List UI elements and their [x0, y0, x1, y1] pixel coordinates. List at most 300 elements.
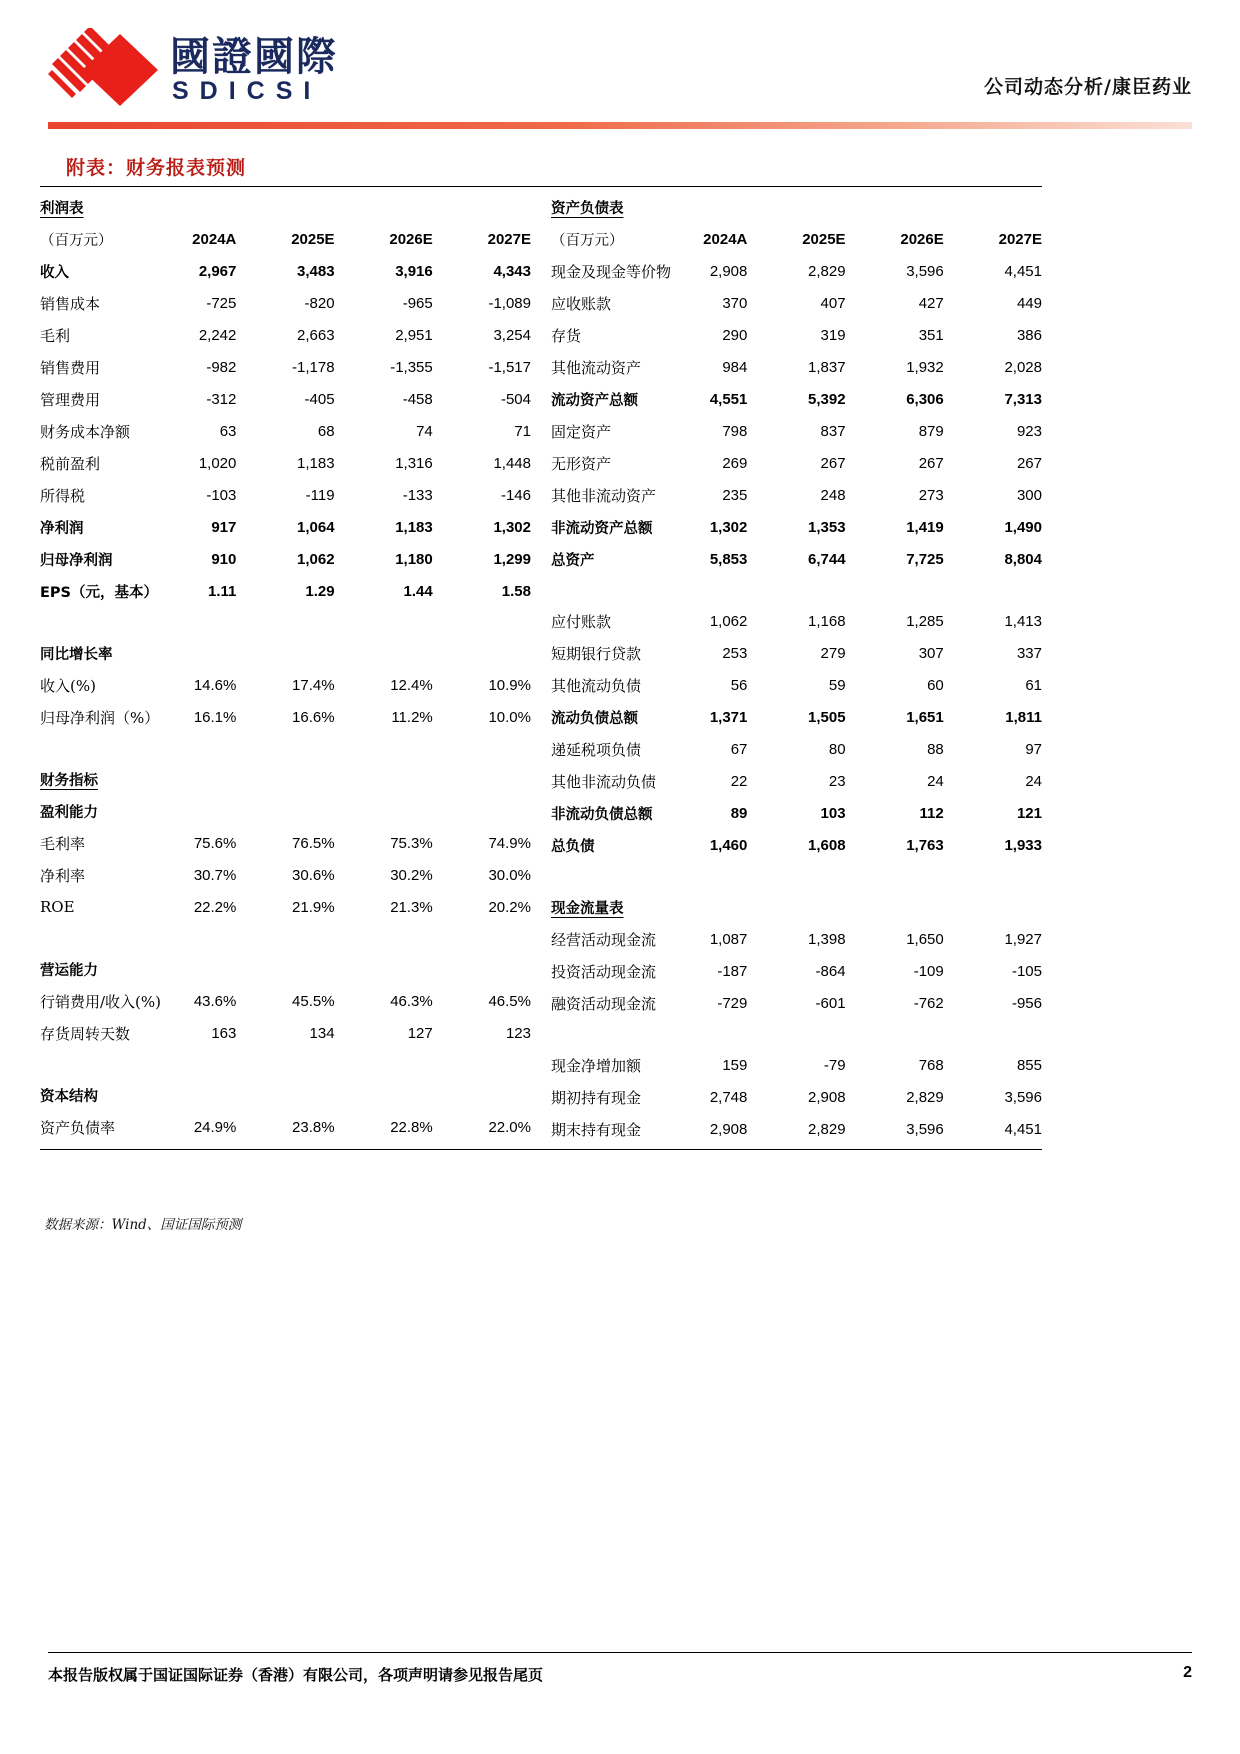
row-value-1: 16.6% — [292, 708, 335, 726]
row-value-2: 1,763 — [906, 836, 944, 854]
row-value-0: 2,748 — [709, 1088, 748, 1106]
row-value-1 — [236, 637, 334, 669]
logo-text — [170, 33, 338, 105]
row-label: 管理费用 — [40, 390, 101, 409]
row-value-1: 837 — [820, 422, 846, 440]
row-value-1 — [236, 763, 334, 795]
row-value-2: 112 — [919, 804, 944, 822]
table-row — [551, 955, 1042, 987]
row-value-1: 2,908 — [808, 1088, 846, 1106]
row-value-2: 1,932 — [906, 358, 944, 376]
table-row — [551, 255, 1042, 287]
table-row — [40, 287, 531, 319]
row-value-0: -725 — [206, 294, 237, 312]
row-value-0 — [138, 1079, 236, 1111]
table-row — [40, 669, 531, 701]
row-value-2: 1,316 — [395, 454, 433, 472]
row-value-1: 80 — [828, 740, 846, 758]
data-source-note: 数据来源：Wind、国证国际预测 — [44, 1217, 242, 1233]
financial-tables — [40, 186, 1042, 1150]
table-row — [40, 511, 531, 543]
row-value-1: 134 — [309, 1024, 335, 1042]
row-label: 非流动资产总额 — [551, 520, 653, 537]
row-value-0 — [138, 953, 236, 985]
row-value-2: 1.44 — [403, 582, 433, 600]
row-value-2: 75.3% — [390, 834, 433, 852]
row-label: 税前盈利 — [40, 454, 101, 473]
row-label: 销售成本 — [40, 294, 101, 313]
row-value-3: 449 — [1016, 294, 1042, 312]
header-divider — [48, 122, 1192, 129]
balance-col-header-1: 2025E — [802, 230, 846, 248]
row-label: 资产负债率 — [40, 1118, 116, 1137]
row-value-3 — [433, 607, 531, 637]
row-value-0: 1,087 — [709, 930, 748, 948]
table-row — [551, 479, 1042, 511]
row-value-1: 2,829 — [808, 1120, 846, 1138]
row-value-2: 3,596 — [906, 262, 944, 280]
row-value-3: -146 — [500, 486, 531, 504]
row-value-0: 798 — [722, 422, 748, 440]
row-value-0 — [138, 763, 236, 795]
table-row — [40, 479, 531, 511]
table-row — [551, 415, 1042, 447]
row-value-1: 68 — [317, 422, 335, 440]
row-value-0: 917 — [211, 518, 237, 536]
row-value-3: 121 — [1016, 804, 1042, 822]
row-label: 盈利能力 — [40, 804, 98, 821]
row-value-3: -504 — [500, 390, 531, 408]
row-value-3 — [944, 575, 1042, 605]
row-value-0 — [138, 637, 236, 669]
row-label: 应付账款 — [551, 612, 612, 631]
row-label: 固定资产 — [551, 422, 612, 441]
row-value-3: 1,413 — [1004, 612, 1042, 630]
income-col-header-0: 2024A — [192, 230, 237, 248]
row-value-3: 3,596 — [1004, 1088, 1042, 1106]
row-value-0 — [138, 1049, 236, 1079]
row-value-0: 159 — [722, 1056, 748, 1074]
row-value-2 — [335, 607, 433, 637]
row-value-1 — [236, 795, 334, 827]
row-value-1: 103 — [820, 804, 846, 822]
row-label: 总资产 — [551, 552, 595, 569]
row-value-2: -458 — [402, 390, 433, 408]
row-value-2: 1,651 — [906, 708, 944, 726]
table-row — [40, 575, 531, 607]
row-value-2: 74 — [416, 422, 433, 440]
row-value-2: 24 — [927, 772, 944, 790]
row-label: EPS（元，基本） — [40, 584, 158, 601]
row-label — [40, 733, 138, 763]
income-statement-table — [40, 191, 531, 1143]
spacer-row — [551, 575, 1042, 605]
row-label: 投资活动现金流 — [551, 962, 657, 981]
row-value-0: 22.2% — [193, 898, 237, 916]
table-row — [40, 985, 531, 1017]
table-row — [40, 1017, 531, 1049]
row-value-1: 319 — [820, 326, 846, 344]
row-value-1: 17.4% — [292, 676, 335, 694]
row-value-1: -405 — [304, 390, 335, 408]
row-label — [40, 763, 138, 795]
row-value-2: 127 — [407, 1024, 433, 1042]
row-value-0: 370 — [722, 294, 748, 312]
row-label: 资本结构 — [40, 1088, 98, 1105]
table-row — [40, 827, 531, 859]
header-breadcrumb: 公司动态分析/康臣药业 — [984, 76, 1192, 98]
table-row — [551, 447, 1042, 479]
footer-disclaimer: 本报告版权属于国证国际证券（香港）有限公司，各项声明请参见报告尾页 — [48, 1666, 544, 1684]
income-statement-body — [40, 255, 531, 1143]
row-value-3: 10.0% — [488, 708, 531, 726]
row-label: 存货周转天数 — [40, 1024, 131, 1043]
row-value-3: 1,302 — [493, 518, 531, 536]
row-value-0: 4,551 — [709, 390, 748, 408]
row-label: 流动负债总额 — [551, 710, 638, 727]
row-value-0: 2,908 — [709, 262, 748, 280]
row-value-1: 248 — [820, 486, 846, 504]
row-value-0: 1.11 — [208, 582, 237, 600]
row-value-1: 1.29 — [305, 582, 335, 600]
row-value-0: 16.1% — [193, 708, 237, 726]
row-value-0: 290 — [722, 326, 748, 344]
row-value-0: -312 — [206, 390, 237, 408]
row-value-3: 1,933 — [1004, 836, 1042, 854]
row-label: 收入(%) — [40, 676, 96, 695]
row-value-1: 2,663 — [297, 326, 335, 344]
row-value-0 — [649, 861, 747, 891]
row-value-3: 8,804 — [1004, 550, 1042, 568]
row-value-2: 427 — [918, 294, 944, 312]
balance-unit-label: （百万元） — [551, 232, 624, 249]
table-row — [551, 511, 1042, 543]
row-label: 短期银行贷款 — [551, 644, 642, 663]
row-value-0: 75.6% — [193, 834, 237, 852]
row-value-0: 67 — [730, 740, 748, 758]
row-value-3: 4,451 — [1004, 1120, 1042, 1138]
row-value-3: -1,517 — [488, 358, 531, 376]
page-title: 附表：财务报表预测 — [66, 157, 247, 179]
table-row — [40, 795, 531, 827]
row-value-2 — [846, 575, 944, 605]
sub-statement-title: 财务指标 — [40, 772, 98, 789]
table-row — [551, 923, 1042, 955]
row-value-3: 71 — [514, 422, 531, 440]
sub-statement-title: 现金流量表 — [551, 900, 624, 917]
row-value-2: -133 — [402, 486, 433, 504]
table-row — [40, 1111, 531, 1143]
row-value-3 — [433, 953, 531, 985]
row-label: 经营活动现金流 — [551, 930, 657, 949]
row-label — [551, 891, 649, 923]
row-value-1 — [236, 953, 334, 985]
row-value-3: 386 — [1016, 326, 1042, 344]
row-value-3: 1,299 — [493, 550, 531, 568]
row-value-2: 88 — [927, 740, 944, 758]
table-row — [551, 733, 1042, 765]
table-row — [551, 891, 1042, 923]
table-row — [551, 765, 1042, 797]
page-header — [48, 24, 1192, 124]
balance-col-header-3: 2027E — [998, 230, 1042, 248]
balance-col-header-0: 2024A — [703, 230, 748, 248]
balance-sheet-table — [551, 191, 1042, 1145]
row-label: 净利率 — [40, 866, 86, 885]
row-value-0 — [649, 891, 747, 923]
row-value-2 — [335, 763, 433, 795]
row-label: 递延税项负债 — [551, 740, 642, 759]
row-label — [40, 607, 138, 637]
row-value-1: 5,392 — [808, 390, 846, 408]
row-label: 营运能力 — [40, 962, 98, 979]
row-label: 毛利率 — [40, 834, 86, 853]
row-value-0: 1,460 — [709, 836, 748, 854]
row-label: 其他非流动资产 — [551, 486, 657, 505]
row-value-1: 1,183 — [297, 454, 335, 472]
table-row — [551, 829, 1042, 861]
statement-title-row — [40, 191, 531, 223]
row-value-0: 1,062 — [709, 612, 748, 630]
row-value-2: 2,951 — [395, 326, 433, 344]
row-value-1 — [236, 1079, 334, 1111]
table-row — [40, 543, 531, 575]
table-row — [40, 891, 531, 923]
row-value-2: 7,725 — [906, 550, 944, 568]
row-value-0 — [138, 607, 236, 637]
row-value-3: 4,451 — [1004, 262, 1042, 280]
income-col-header-2: 2026E — [389, 230, 433, 248]
row-value-3 — [433, 1049, 531, 1079]
row-label: 存货 — [551, 326, 582, 345]
row-value-2: 12.4% — [390, 676, 433, 694]
row-value-0: 30.7% — [193, 866, 237, 884]
row-value-3 — [433, 733, 531, 763]
statement-title-row — [551, 191, 1042, 223]
row-value-0: 163 — [211, 1024, 237, 1042]
row-value-0: 1,302 — [709, 518, 748, 536]
row-value-2 — [335, 953, 433, 985]
page-number: 2 — [1183, 1664, 1192, 1681]
row-value-2 — [335, 1079, 433, 1111]
row-value-2: 11.2% — [391, 708, 433, 726]
row-value-2: 60 — [927, 676, 944, 694]
row-value-3: 20.2% — [488, 898, 531, 916]
row-value-3: 7,313 — [1004, 390, 1042, 408]
row-value-1: 1,353 — [808, 518, 846, 536]
row-value-3: 123 — [505, 1024, 531, 1042]
row-value-1 — [747, 575, 845, 605]
row-value-3: 97 — [1025, 740, 1042, 758]
row-value-1: 1,064 — [297, 518, 335, 536]
income-statement-title: 利润表 — [40, 200, 84, 217]
row-value-1 — [236, 733, 334, 763]
row-value-3: 2,028 — [1004, 358, 1042, 376]
row-value-2: 307 — [918, 644, 944, 662]
row-value-3: -1,089 — [488, 294, 531, 312]
table-row — [551, 1081, 1042, 1113]
row-label: 现金净增加额 — [551, 1056, 642, 1075]
row-value-1: 1,837 — [808, 358, 846, 376]
balance-sheet-body — [551, 255, 1042, 1145]
row-value-3 — [433, 763, 531, 795]
row-label: 总负债 — [551, 838, 595, 855]
table-row — [40, 859, 531, 891]
row-value-0: 253 — [722, 644, 748, 662]
table-row — [551, 287, 1042, 319]
row-value-2 — [335, 1049, 433, 1079]
row-value-2: 879 — [918, 422, 944, 440]
row-value-0: 2,967 — [198, 262, 237, 280]
table-row — [40, 763, 531, 795]
income-statement-header-row — [40, 223, 531, 255]
row-value-3 — [433, 1079, 531, 1111]
row-value-1 — [747, 891, 845, 923]
row-value-2: 3,596 — [906, 1120, 944, 1138]
balance-col-header-2: 2026E — [900, 230, 944, 248]
row-value-0 — [649, 575, 747, 605]
balance-sheet-column — [541, 191, 1042, 1145]
table-row — [40, 255, 531, 287]
row-label: ROE — [40, 898, 75, 916]
table-row — [551, 1113, 1042, 1145]
row-value-1: 76.5% — [292, 834, 335, 852]
row-value-0: 269 — [722, 454, 748, 472]
row-value-0: 56 — [730, 676, 748, 694]
row-label: 收入 — [40, 264, 69, 281]
row-value-3: 1,927 — [1004, 930, 1042, 948]
row-value-1: 2,829 — [808, 262, 846, 280]
table-row — [40, 447, 531, 479]
table-row — [40, 1079, 531, 1111]
row-value-3: 24 — [1025, 772, 1042, 790]
logo-text-cn: 國證國際 — [170, 33, 338, 80]
row-value-2 — [335, 733, 433, 763]
row-value-2 — [846, 861, 944, 891]
row-value-1 — [236, 1049, 334, 1079]
row-value-3 — [944, 891, 1042, 923]
table-row — [40, 953, 531, 985]
row-value-3: 4,343 — [493, 262, 531, 280]
logo-diamond-icon — [48, 28, 164, 112]
row-value-2 — [846, 1019, 944, 1049]
row-value-2: 6,306 — [906, 390, 944, 408]
table-row — [40, 637, 531, 669]
row-value-3 — [433, 637, 531, 669]
row-value-2: -1,355 — [390, 358, 433, 376]
row-value-3 — [433, 923, 531, 953]
row-value-3: 1,448 — [493, 454, 531, 472]
row-label: 流动资产总额 — [551, 392, 638, 409]
row-value-2: 1,285 — [906, 612, 944, 630]
row-label: 其他非流动负债 — [551, 772, 657, 791]
spacer-row — [40, 1049, 531, 1079]
row-value-2: 1,180 — [395, 550, 433, 568]
row-label: 财务成本净额 — [40, 422, 131, 441]
row-value-0 — [138, 923, 236, 953]
row-value-2 — [846, 891, 944, 923]
row-value-0: 24.9% — [193, 1118, 237, 1136]
row-value-3 — [433, 795, 531, 827]
spacer-row — [551, 861, 1042, 891]
spacer-row — [40, 607, 531, 637]
row-value-0: 1,020 — [198, 454, 237, 472]
row-value-0 — [138, 795, 236, 827]
row-value-0: -729 — [717, 994, 748, 1012]
row-label: 其他流动负债 — [551, 676, 642, 695]
row-value-2: -965 — [402, 294, 433, 312]
row-value-2: 1,650 — [906, 930, 944, 948]
row-value-3 — [944, 861, 1042, 891]
row-label: 其他流动资产 — [551, 358, 642, 377]
row-label — [551, 861, 649, 891]
row-value-1: -79 — [823, 1056, 846, 1074]
row-value-1: 1,398 — [808, 930, 846, 948]
row-value-1: 267 — [820, 454, 846, 472]
row-value-2: -762 — [913, 994, 944, 1012]
row-value-1 — [236, 607, 334, 637]
row-value-2: 1,419 — [906, 518, 944, 536]
row-value-0: 2,908 — [709, 1120, 748, 1138]
row-value-1: -601 — [815, 994, 846, 1012]
row-value-2: 46.3% — [390, 992, 433, 1010]
table-row — [551, 797, 1042, 829]
table-row — [40, 415, 531, 447]
balance-sheet-title: 资产负债表 — [551, 200, 624, 217]
row-value-1: 1,062 — [297, 550, 335, 568]
row-label: 归母净利润 — [40, 552, 113, 569]
row-value-1: -1,178 — [292, 358, 335, 376]
row-value-2: 768 — [918, 1056, 944, 1074]
row-value-2: 351 — [918, 326, 944, 344]
row-value-0 — [138, 733, 236, 763]
row-value-3: 923 — [1016, 422, 1042, 440]
row-value-3 — [944, 1019, 1042, 1049]
income-statement-column — [40, 191, 541, 1145]
row-value-3: 267 — [1016, 454, 1042, 472]
row-value-3: 337 — [1016, 644, 1042, 662]
row-value-1: -119 — [305, 486, 335, 504]
row-value-0: 22 — [730, 772, 748, 790]
table-row — [40, 701, 531, 733]
row-label: 无形资产 — [551, 454, 612, 473]
table-row — [551, 637, 1042, 669]
row-label: 现金及现金等价物 — [551, 262, 672, 281]
row-value-3: 74.9% — [488, 834, 531, 852]
row-value-2: -109 — [913, 962, 944, 980]
row-label: 期末持有现金 — [551, 1120, 642, 1139]
row-value-0: 2,242 — [198, 326, 237, 344]
company-logo — [48, 28, 338, 112]
row-value-2: 21.3% — [390, 898, 433, 916]
row-value-1: 1,168 — [808, 612, 846, 630]
row-value-2: 273 — [918, 486, 944, 504]
row-value-3: 855 — [1016, 1056, 1042, 1074]
row-label: 应收账款 — [551, 294, 612, 313]
footer-divider — [48, 1652, 1192, 1653]
row-value-2: 22.8% — [390, 1118, 433, 1136]
row-label: 融资活动现金流 — [551, 994, 657, 1013]
table-row — [551, 383, 1042, 415]
row-value-1: 23 — [828, 772, 846, 790]
row-value-1: 1,505 — [808, 708, 846, 726]
row-value-3: 22.0% — [488, 1118, 531, 1136]
row-value-0: 235 — [722, 486, 748, 504]
row-value-1: 21.9% — [292, 898, 335, 916]
row-value-0: -982 — [206, 358, 237, 376]
row-value-0: -187 — [717, 962, 748, 980]
row-value-2 — [335, 923, 433, 953]
